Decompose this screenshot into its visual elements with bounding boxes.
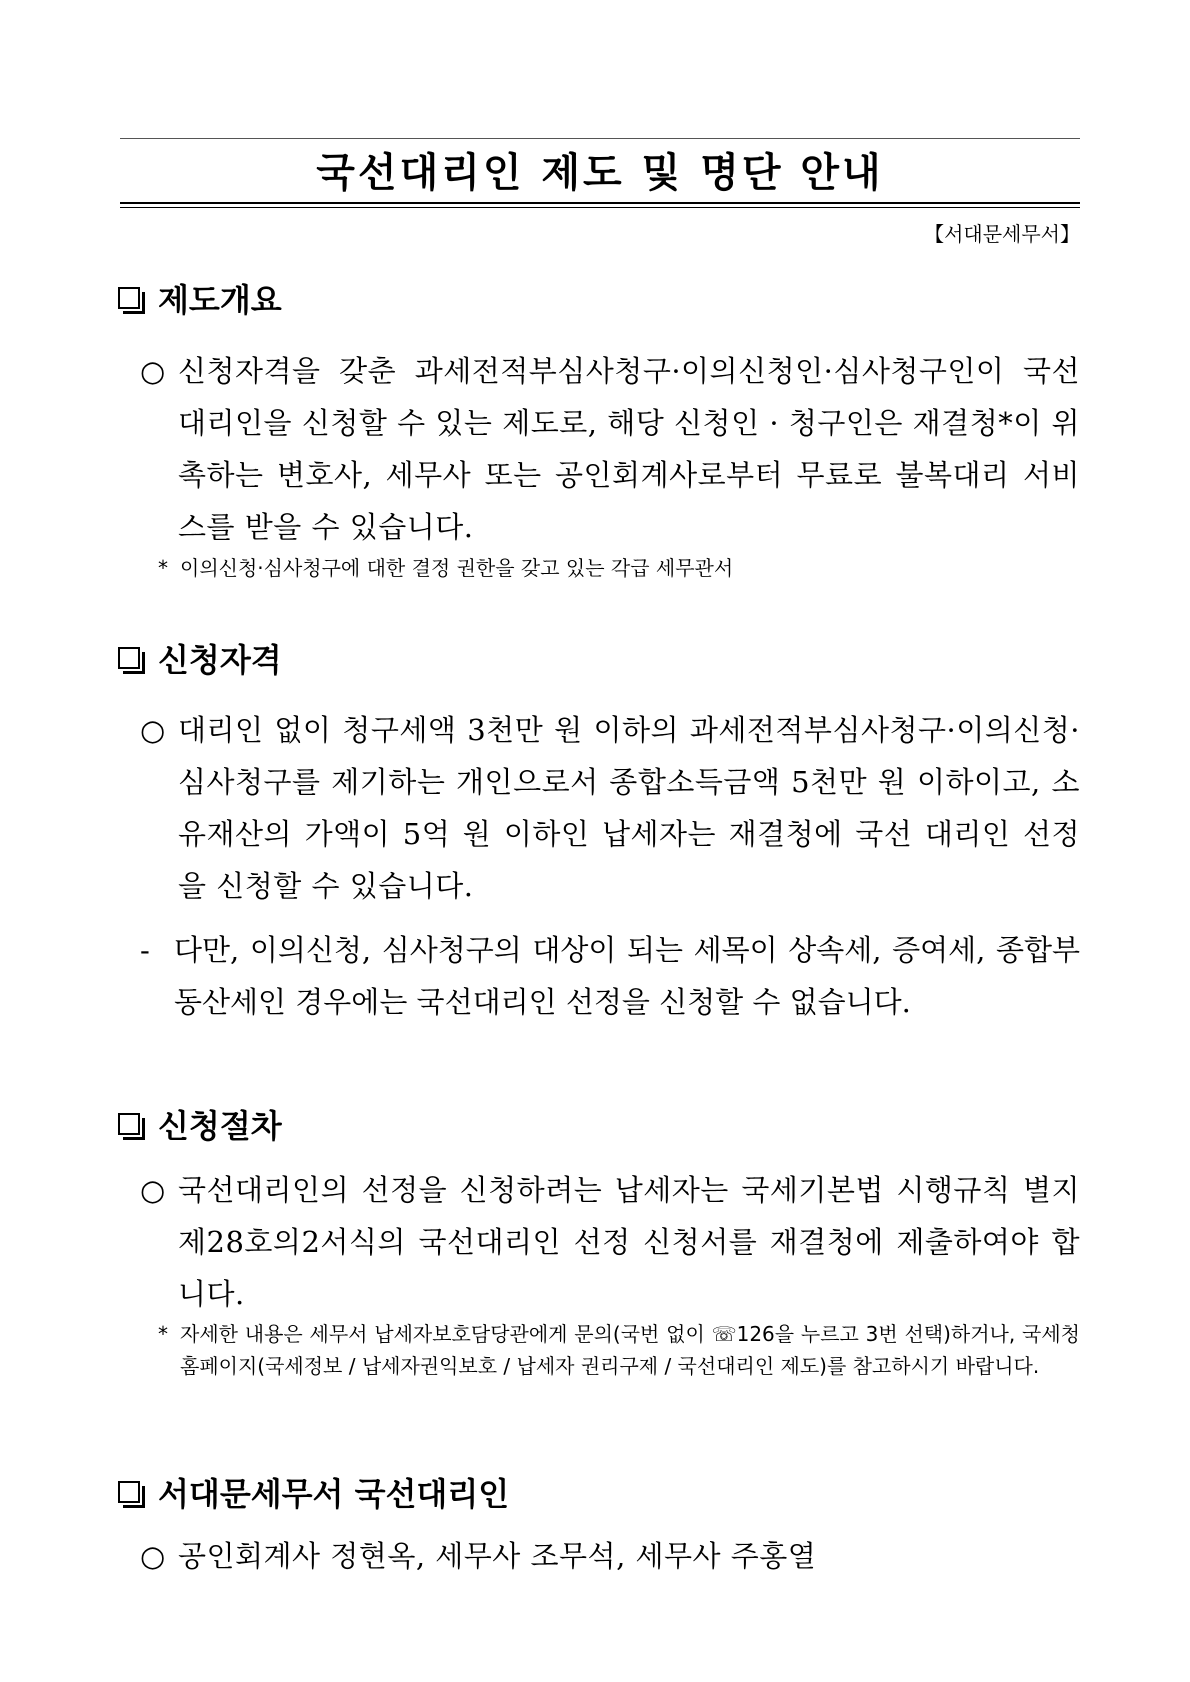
circle-bullet: ○: [140, 1173, 166, 1207]
circle-bullet: ○: [140, 354, 166, 388]
body-paragraph: 대리인 없이 청구세액 3천만 원 이하의 과세전적부심사청구·이의신청·심사청구를 제기하는 개인으로서 종합소득금액 5천만 원 이하이고, 소유재산의 가액이 5억 원 이하인 납세자는 재결청에 국선 대리인 선정을 신청할 수 있습니다.: [178, 713, 1080, 903]
section-heading-overview: [118, 276, 282, 320]
footnote-mark: *: [158, 556, 168, 580]
section-title: 서대문세무서 국선대리인: [158, 1475, 510, 1513]
exception-paragraph: 다만, 이의신청, 심사청구의 대상이 되는 세목이 상속세, 증여세, 종합부동산세인 경우에는 국선대리인 선정을 신청할 수 없습니다.: [174, 933, 1080, 1019]
body-paragraph: 신청자격을 갖춘 과세전적부심사청구·이의신청인·심사청구인이 국선대리인을 신청할 수 있는 제도로, 해당 신청인 · 청구인은 재결청*이 위촉하는 변호사, 세무사 또는 공인회계사로부터 무료로 불복대리 서비스를 받을 수 있습니다.: [178, 354, 1080, 544]
title-bottom-rule: [120, 202, 1080, 208]
footnote-procedure: [158, 1318, 1080, 1382]
section-body-eligibility: [140, 704, 1080, 1028]
section-body-procedure: [140, 1164, 1080, 1320]
checkbox-square-icon: [118, 1481, 140, 1503]
section-body-overview: [140, 345, 1080, 553]
checkbox-square-icon: [118, 1113, 140, 1135]
footnote-text: 이의신청·심사청구에 대한 결정 권한을 갖고 있는 각급 세무관서: [180, 556, 734, 580]
office-label: 【서대문세무서】: [924, 222, 1080, 246]
dash-bullet: -: [140, 933, 150, 967]
body-paragraph: 국선대리인의 선정을 신청하려는 납세자는 국세기본법 시행규칙 별지 제28호의2서식의 국선대리인 선정 신청서를 재결청에 제출하여야 합니다.: [178, 1173, 1080, 1311]
section-title: 제도개요: [158, 281, 282, 319]
section-title: 신청자격: [158, 641, 282, 679]
title-top-rule: [120, 138, 1080, 139]
footnote-mark: *: [158, 1322, 168, 1346]
footnote-overview: [158, 552, 1080, 584]
checkbox-square-icon: [118, 647, 140, 669]
representative-list: 공인회계사 정현옥, 세무사 조무석, 세무사 주홍열: [178, 1539, 817, 1573]
circle-bullet: ○: [140, 713, 166, 747]
section-title: 신청절차: [158, 1107, 282, 1145]
checkbox-square-icon: [118, 287, 140, 309]
circle-bullet: ○: [140, 1539, 166, 1573]
footnote-text: 자세한 내용은 세무서 납세자보호담당관에게 문의(국번 없이 ☏126을 누르고 3번 선택)하거나, 국세청 홈페이지(국세정보 / 납세자권익보호 / 납세자 권리구제 / 국선대리인 제도)를 참고하시기 바랍니다.: [180, 1322, 1080, 1378]
section-heading-representatives: [118, 1470, 509, 1514]
section-heading-eligibility: [118, 636, 282, 680]
section-body-representatives: [140, 1530, 1080, 1582]
page-title: 국선대리인 제도 및 명단 안내: [316, 150, 884, 196]
section-heading-procedure: [118, 1102, 282, 1146]
